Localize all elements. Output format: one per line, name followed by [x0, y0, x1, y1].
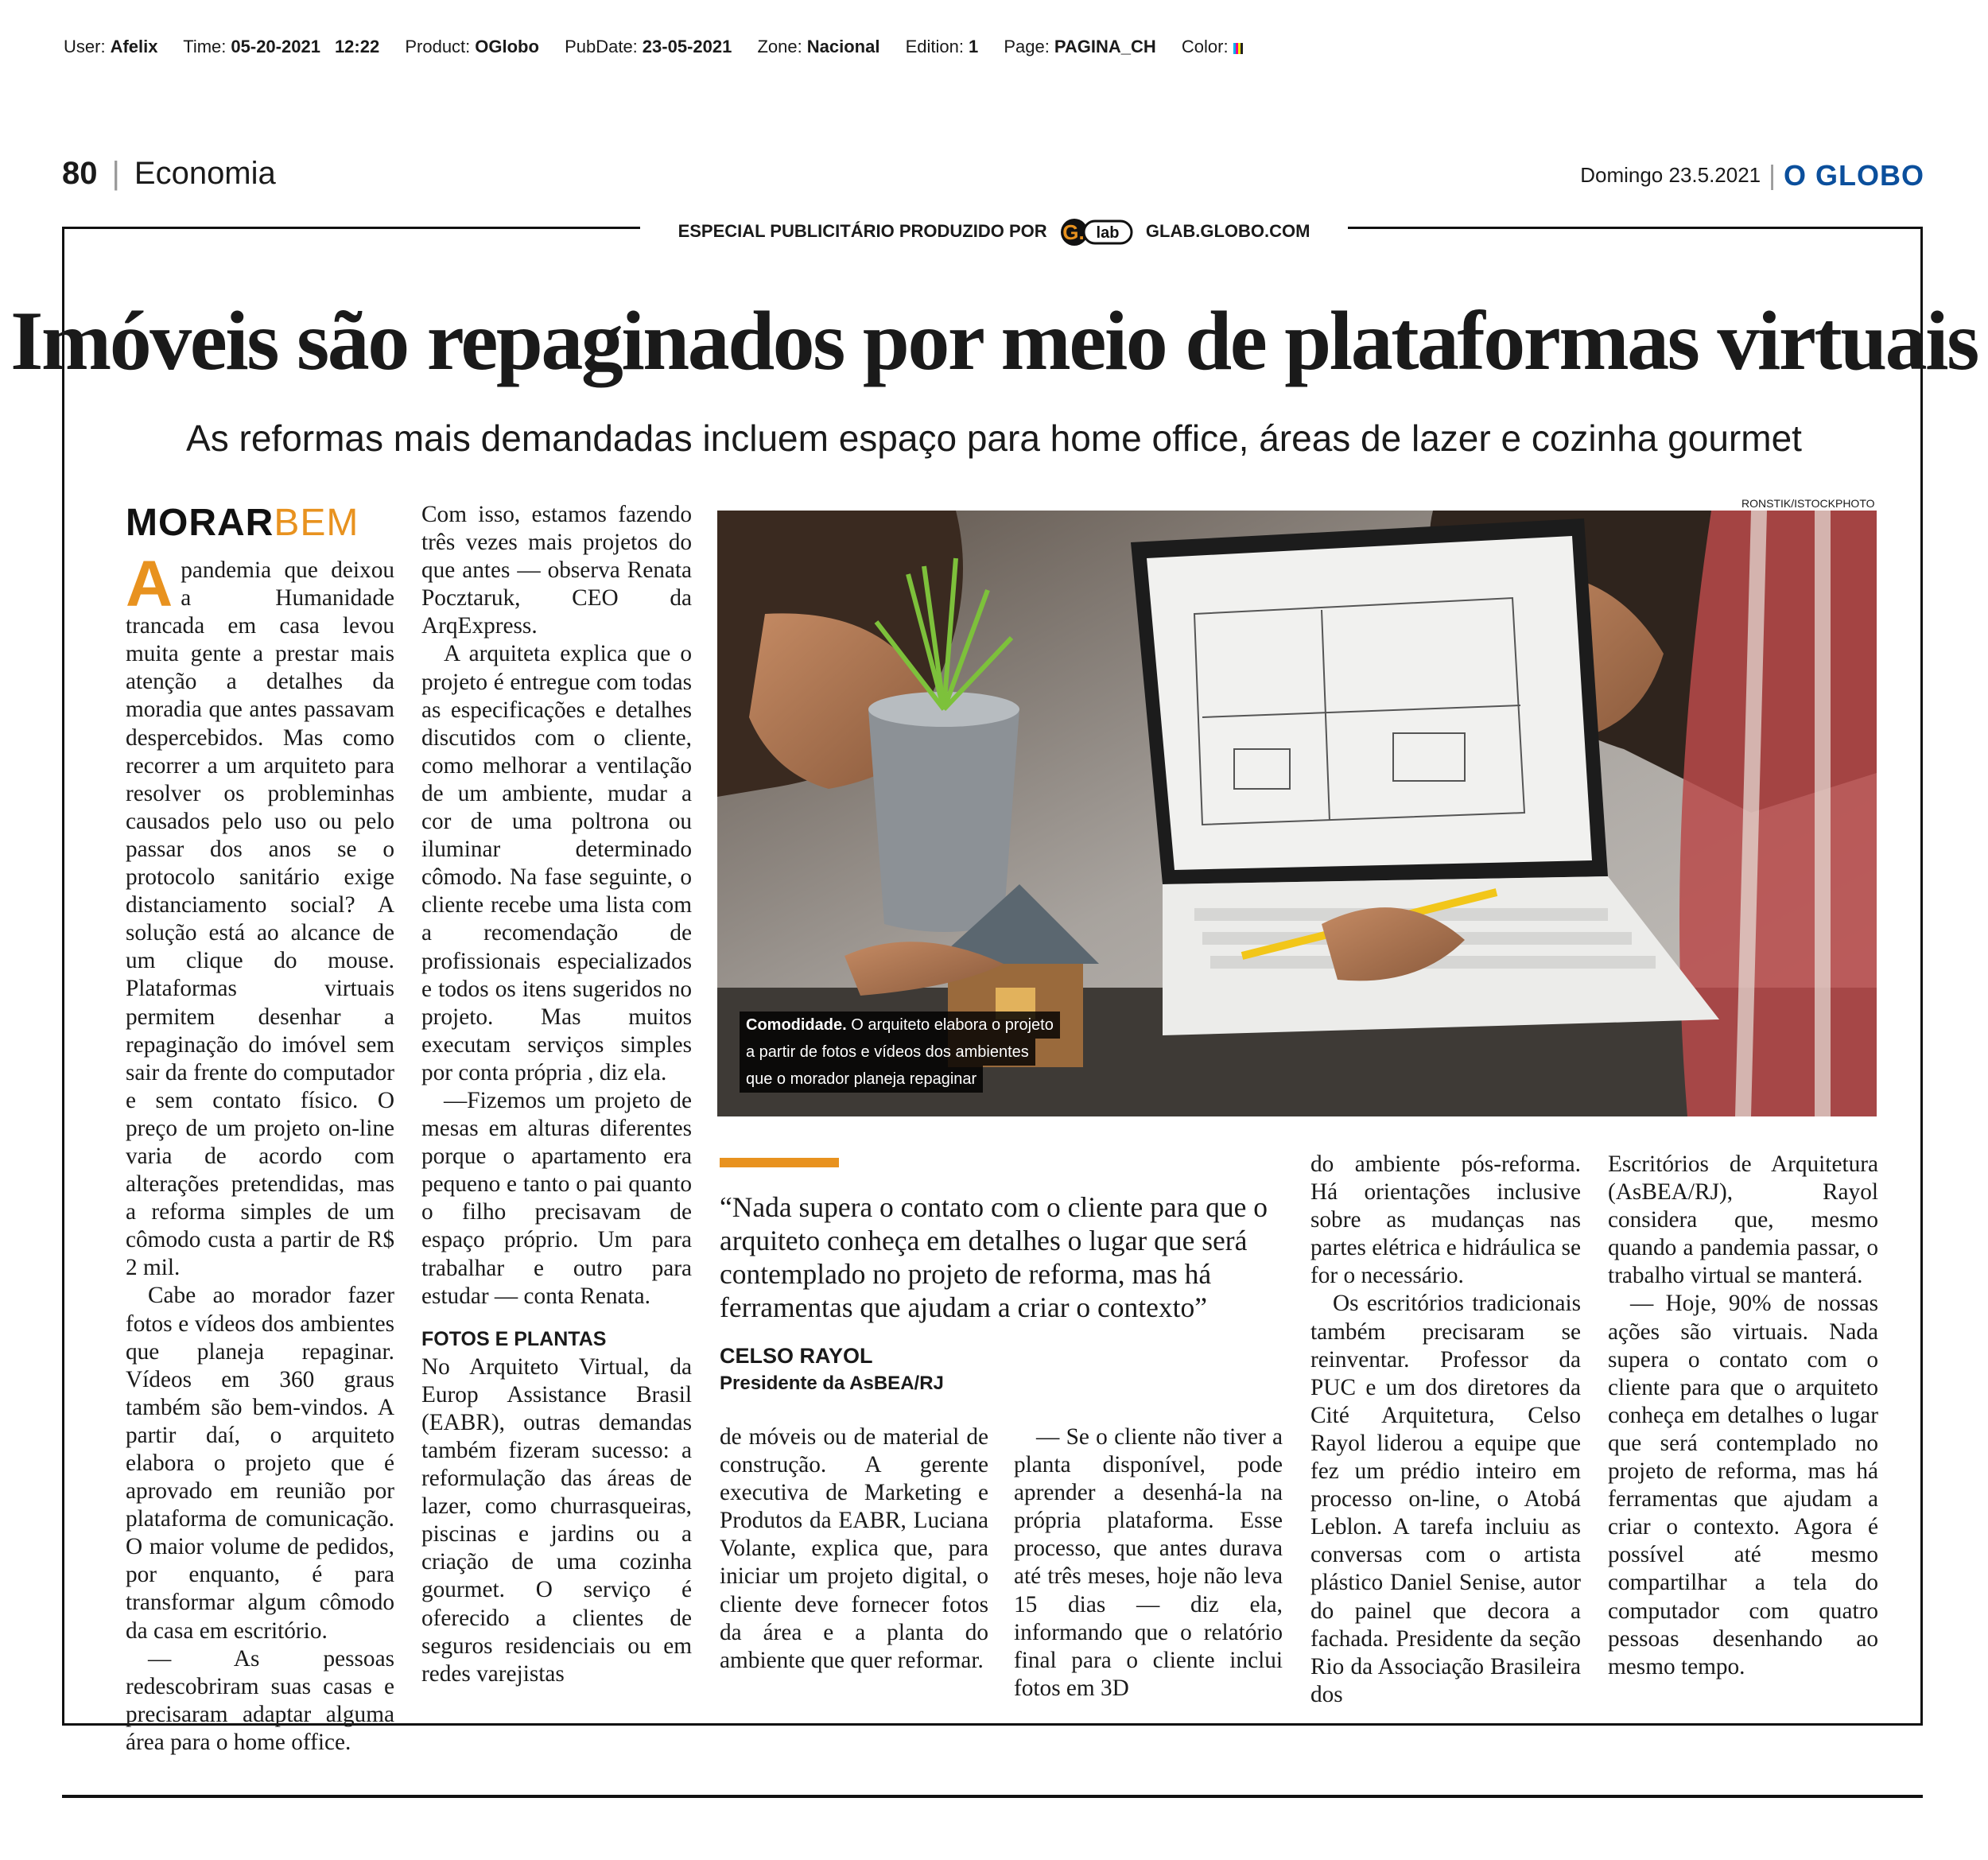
kicker-light: BEM	[274, 502, 359, 544]
meta-date: 05-20-2021	[231, 37, 320, 56]
meta-time: 12:22	[334, 37, 380, 56]
paragraph: de móveis ou de material de construção. A gerente executiva de Marketing e Produtos da EABR, Luciana Volante, explica que, para iniciar um projeto digital, o cliente deve fornecer fotos da área e a planta do ambiente que quer reformar.	[720, 1424, 988, 1673]
folio	[62, 156, 276, 192]
meta-product: OGlobo	[475, 37, 539, 56]
meta-edition: 1	[968, 37, 979, 56]
pullquote-text: “Nada supera o contato com o cliente para que o arquiteto conheça em detalhes o lugar que será contemplado no projeto de reforma, mas há ferramentas que ajudam a criar o contexto”	[720, 1191, 1268, 1323]
article-column-1	[126, 548, 394, 1757]
production-meta: User: Afelix Time: 05-20-2021 12:22 Product: OGlobo PubDate: 23-05-2021 Zone: Nacional Edition: 1 Page: PAGINA_CH Color:	[64, 37, 1243, 57]
special-advertising-banner	[0, 216, 1988, 248]
paragraph: — Se o cliente não tiver a planta disponível, pode aprender a desenhá-la na própria plataforma. Esse processo, que antes durava até três meses, hoje não leva 15 dias — diz ela, informando que o relatório final para o cliente inclui fotos em 3D	[1014, 1424, 1283, 1701]
color-swatch-icon	[1233, 43, 1243, 54]
paragraph: Cabe ao morador fazer fotos e vídeos dos ambientes que planeja repaginar. Vídeos em 360 graus também são bem-vindos. A partir daí, o arquiteto elabora o projeto que é aprovado em reunião por plataforma de comunicação. O maior volume de pedidos, por enquanto, é para transformar algum cômodo da casa em escritório.	[126, 1283, 394, 1644]
glab-site: GLAB.GLOBO.COM	[1145, 220, 1310, 241]
paragraph: Apandemia que deixou a Humanidade trancada em casa levou muita gente a prestar mais atenção a detalhes da moradia que antes passavam despercebidos. Mas como recorrer a um arquiteto para resolver os probleminhas causados pelo uso ou pelo passar dos anos se o protocolo sanitário exige distanciamento social? A solução está ao alcance de um clique do mouse. Plataformas virtuais permitem desenhar a repaginação do imóvel sem sair da frente do computador e sem contato físico. O preço de um projeto on-line varia de acordo com alterações pretendidas, mas a reforma simples de um cômodo custa a partir de R$ 2 mil.	[126, 548, 394, 1281]
bottom-rule	[62, 1795, 1923, 1798]
section-subhead: FOTOS E PLANTAS	[421, 1327, 607, 1350]
meta-user: Afelix	[110, 37, 158, 56]
subheadline: As reformas mais demandadas incluem espaço para home office, áreas de lazer e cozinha gourmet	[186, 417, 1802, 459]
article-column-5	[1310, 1151, 1581, 1709]
photo-credit: RONSTIK/ISTOCKPHOTO	[1741, 497, 1875, 510]
paragraph: — Hoje, 90% de nossas ações são virtuais. Nada supera o contato com o cliente para que o arquiteto conheça em detalhes o lugar que será contemplado no projeto de reforma, mas há ferramentas que ajudam a criar o contexto. Agora é possível até mesmo compartilhar a tela do computador com quatro pessoas desenhando ao mesmo tempo.	[1608, 1291, 1878, 1679]
paragraph: Escritórios de Arquitetura (AsBEA/RJ), Rayol considera que, mesmo quando a pandemia passar, o trabalho virtual se manterá.	[1608, 1151, 1878, 1289]
o-globo-logo: O GLOBO	[1784, 159, 1924, 192]
paragraph: No Arquiteto Virtual, da Europ Assistance Brasil (EABR), outras demandas também fizeram sucesso: a reformulação das áreas de lazer, como churrasqueiras, piscinas e jardins ou a criação de uma cozinha gourmet. O serviço é oferecido a clientes de seguros residenciais ou em redes varejistas	[421, 1353, 692, 1687]
pullquote-accent-bar	[720, 1158, 839, 1167]
article-column-3	[720, 1423, 988, 1675]
article-column-2	[421, 501, 692, 1688]
paragraph: A arquiteta explica que o projeto é entregue com todas as especificações e detalhes discutidos com o cliente, como melhorar a ventilação de um ambiente, mudar a cor de uma poltrona ou iluminar determinado cômodo. Na fase seguinte, o cliente recebe uma lista com a recomendação de profissionais especializados e todos os itens sugeridos no projeto. Mas muitos executam serviços simples por conta própria , diz ela.	[421, 641, 692, 1085]
section-name: Economia	[134, 156, 276, 191]
paragraph: do ambiente pós-reforma. Há orientações inclusive sobre as mudanças nas partes elétrica e hidráulica se for o necessário.	[1310, 1151, 1581, 1289]
drop-cap: A	[126, 548, 173, 620]
paragraph: Os escritórios tradicionais também precisaram se reinventar. Professor da PUC e um dos diretores da Cité Arquitetura, Celso Rayol liderou a equipe que fez um prédio inteiro em processo on-line, o Atobá Leblon. A tarefa incluiu as conversas com o artista plástico Daniel Senise, autor do painel que decora a fachada. Presidente da seção Rio da Associação Brasileira dos	[1310, 1291, 1581, 1707]
article-column-6	[1608, 1151, 1878, 1681]
page-number: 80	[62, 156, 98, 191]
folio-divider: |	[111, 156, 120, 191]
photo-caption: Comodidade. O arquiteto elabora o projeto a partir de fotos e vídeos dos ambientes que o morador planeja repaginar	[740, 1012, 1060, 1093]
meta-zone: Nacional	[806, 37, 880, 56]
pullquote-name: CELSO RAYOL	[720, 1344, 873, 1368]
glab-logo-lab: lab	[1096, 224, 1120, 242]
glab-logo-g: G.	[1062, 220, 1085, 244]
glab-logo-icon	[1058, 216, 1135, 248]
article-column-4	[1014, 1423, 1283, 1703]
section-kicker	[126, 501, 359, 545]
meta-pubdate: 23-05-2021	[642, 37, 732, 56]
caption-lead: Comodidade.	[746, 1016, 847, 1034]
meta-page: PAGINA_CH	[1054, 37, 1156, 56]
paragraph: — As pessoas redescobriram suas casas e precisaram adaptar alguma área para o home office.	[126, 1645, 394, 1755]
headline: Imóveis são repaginados por meio de plataformas virtuais	[10, 294, 1978, 387]
pullquote-title: Presidente da AsBEA/RJ	[720, 1373, 944, 1394]
paragraph: Com isso, estamos fazendo três vezes mais projetos do que antes — observa Renata Pocztaruk, CEO da ArqExpress.	[421, 502, 692, 639]
issue-date: Domingo 23.5.2021	[1580, 163, 1761, 187]
masthead: Domingo 23.5.2021 | O GLOBO	[1580, 159, 1924, 192]
special-label: ESPECIAL PUBLICITÁRIO PRODUZIDO POR	[678, 220, 1047, 241]
paragraph: —Fizemos um projeto de mesas em alturas diferentes porque o apartamento era pequeno e tanto o pai quanto o filho precisavam de espaço próprio. Um para trabalhar e outro para estudar — conta Renata.	[421, 1087, 692, 1309]
kicker-bold: MORAR	[126, 502, 274, 544]
